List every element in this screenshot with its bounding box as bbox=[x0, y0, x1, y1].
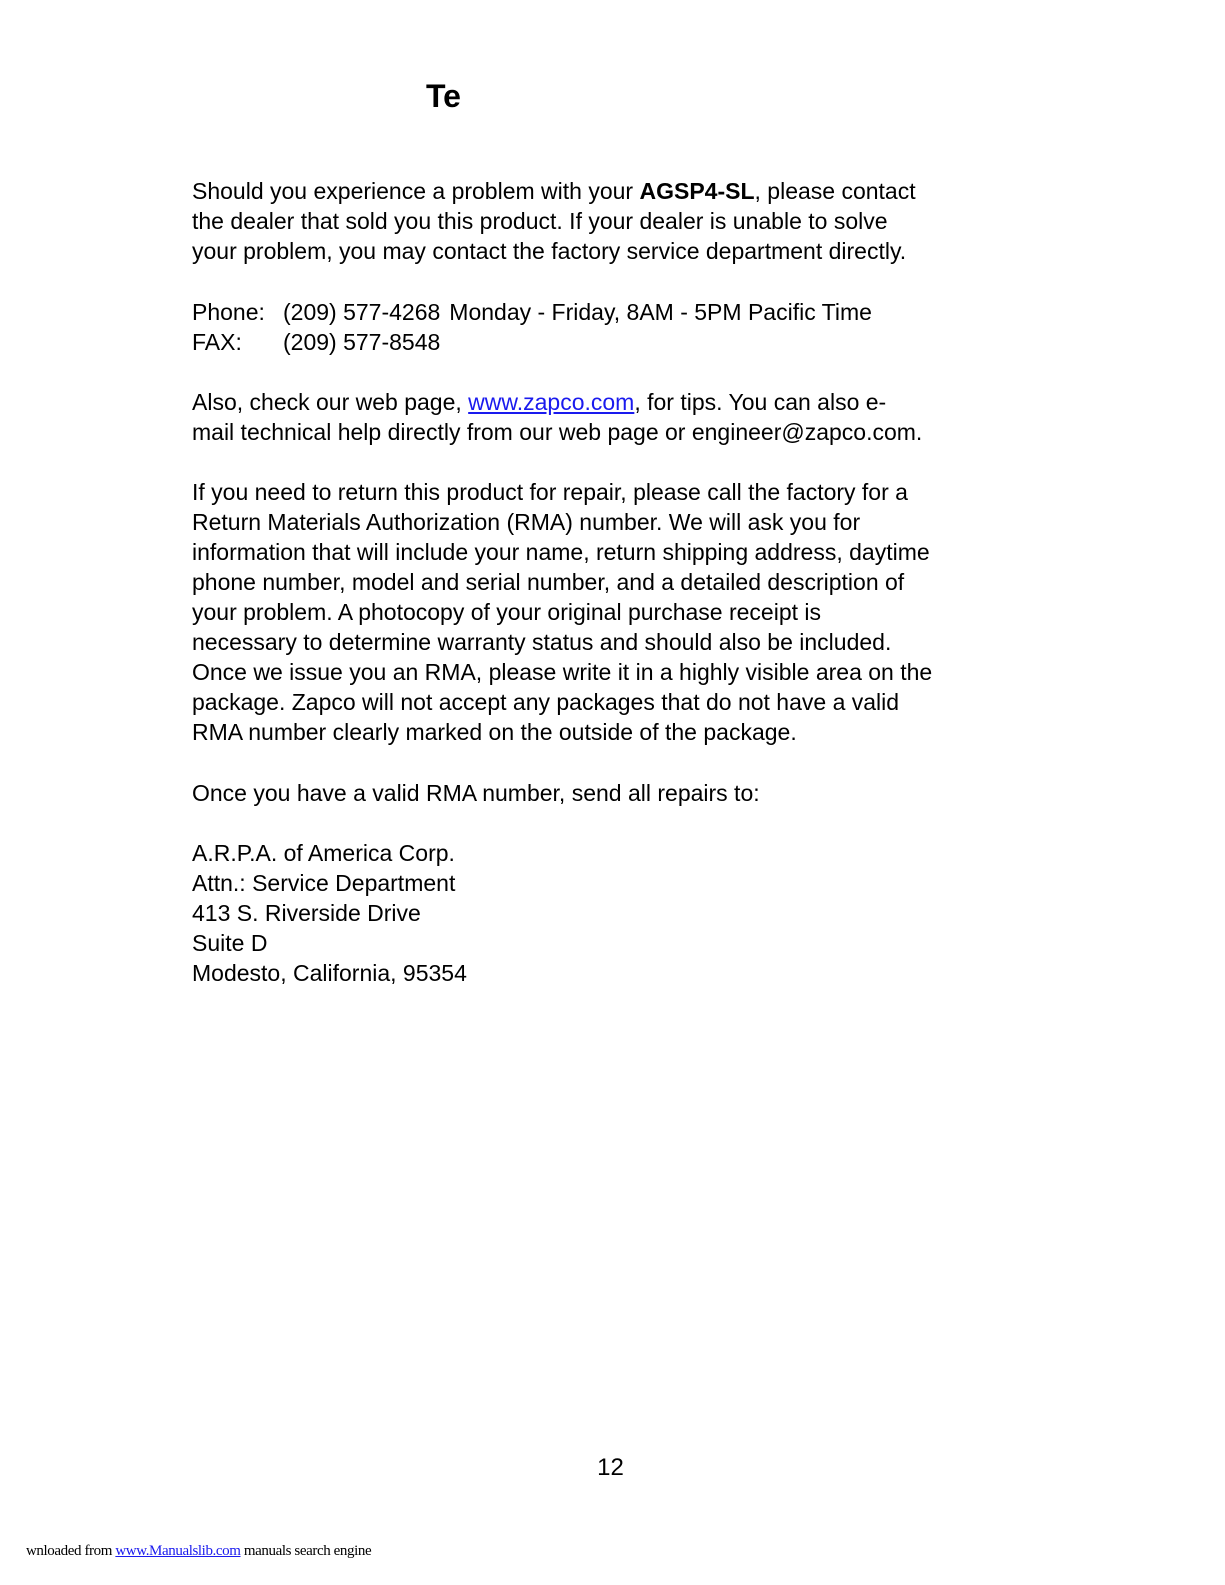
paragraph-3-line: package. Zapco will not accept any packages that do not have a valid bbox=[192, 689, 900, 715]
footer-suffix: manuals search engine bbox=[240, 1543, 372, 1559]
paragraph-3-line: RMA number clearly marked on the outside of the package. bbox=[192, 719, 797, 745]
paragraph-3-line: your problem. A photocopy of your original purchase receipt is bbox=[192, 599, 822, 625]
address-line: A.R.P.A. of America Corp. bbox=[192, 840, 455, 866]
paragraph-2-line-2: mail technical help directly from our web page or engineer@zapco.com. bbox=[192, 419, 923, 445]
phone-label: Phone: bbox=[192, 299, 265, 325]
phone-hours: Monday - Friday, 8AM - 5PM Pacific Time bbox=[449, 299, 872, 325]
footer-prefix: wnloaded from bbox=[26, 1543, 116, 1559]
paragraph-3-line: information that will include your name, return shipping address, daytime bbox=[192, 539, 930, 565]
paragraph-2-line-1 bbox=[192, 387, 886, 417]
address-line: Attn.: Service Department bbox=[192, 870, 456, 896]
paragraph-2-text: Also, check our web page, bbox=[192, 389, 469, 415]
page-number bbox=[0, 1453, 1225, 1483]
paragraph-3-line: Once we issue you an RMA, please write it in a highly visible area on the bbox=[192, 659, 933, 685]
paragraph-4: Once you have a valid RMA number, send all repairs to: bbox=[192, 780, 760, 806]
fax-number: (209) 577-8548 bbox=[283, 329, 441, 355]
paragraph-1-text: Should you experience a problem with your bbox=[192, 178, 640, 204]
paragraph-3-line: phone number, model and serial number, and a detailed description of bbox=[192, 569, 905, 595]
fax-line bbox=[192, 327, 440, 357]
page-number-text: 12 bbox=[597, 1454, 624, 1481]
manualslib-link[interactable]: www.Manualslib.com bbox=[115, 1543, 241, 1559]
paragraph-1-line-2: the dealer that sold you this product. If your dealer is unable to solve bbox=[192, 208, 888, 234]
product-name: AGSP4-SL bbox=[639, 178, 755, 204]
paragraph-1-text: , please contact bbox=[754, 178, 916, 204]
phone-number: (209) 577-4268 bbox=[283, 299, 441, 325]
page-heading: Te bbox=[426, 78, 461, 114]
address-line: Suite D bbox=[192, 930, 268, 956]
download-footer bbox=[26, 1541, 371, 1561]
paragraph-2-text: , for tips. You can also e- bbox=[634, 389, 887, 415]
paragraph-1-line-1 bbox=[192, 176, 916, 206]
paragraph-1-line-3: your problem, you may contact the factory service department directly. bbox=[192, 238, 907, 264]
address-line: Modesto, California, 95354 bbox=[192, 960, 467, 986]
fax-label: FAX: bbox=[192, 329, 242, 355]
paragraph-3-line: necessary to determine warranty status and should also be included. bbox=[192, 629, 892, 655]
address-line: 413 S. Riverside Drive bbox=[192, 900, 421, 926]
paragraph-3-line: If you need to return this product for repair, please call the factory for a bbox=[192, 479, 908, 505]
phone-line bbox=[192, 297, 872, 327]
website-link[interactable]: www.zapco.com bbox=[468, 389, 635, 415]
paragraph-3-line: Return Materials Authorization (RMA) number. We will ask you for bbox=[192, 509, 861, 535]
